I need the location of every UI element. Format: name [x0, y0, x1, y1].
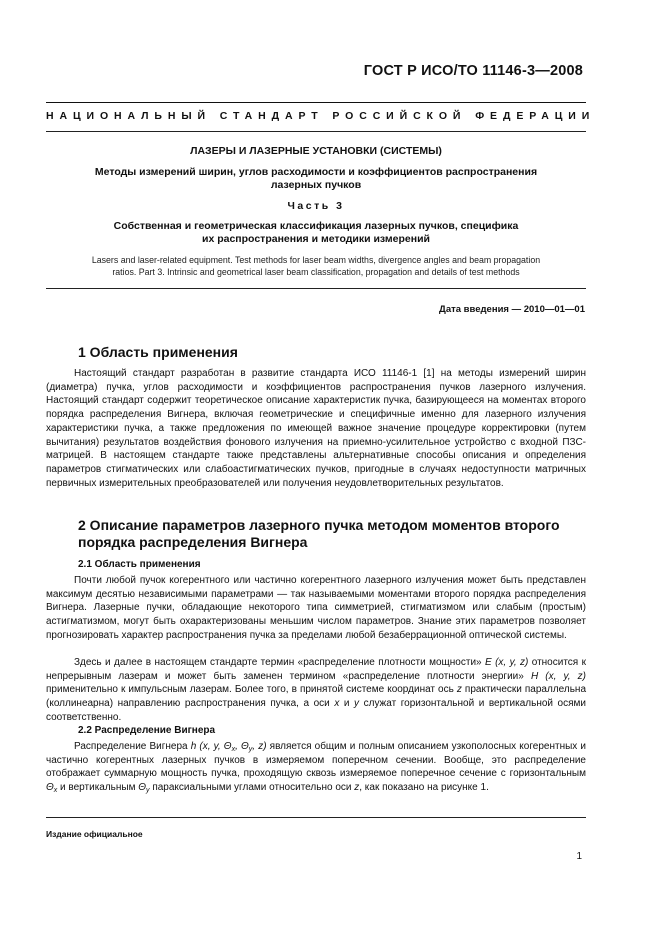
part-title-line-2: их распространения и методики измерений [202, 233, 430, 245]
part-title [46, 220, 586, 246]
national-standard-banner: НАЦИОНАЛЬНЫЙ СТАНДАРТ РОССИЙСКОЙ ФЕДЕРАЦИИ [46, 110, 596, 122]
official-edition-note: Издание официальное [46, 829, 143, 839]
p2-conjunction: и [339, 698, 355, 710]
p3-text-c: и вертикальным [57, 782, 139, 794]
section-1-heading: 1 Область применения [78, 344, 238, 360]
horizontal-angle-subscript: x [53, 787, 58, 795]
section-1-paragraph: Настоящий стандарт разработан в развитие стандарта ИСО 11146-1 [1] на методы измерений ширин (диаметра) пучка, углов расходимости и коэффициентов распространения пучков лазерного излучения. Настоящий стандарт содержит теоретическое описание характеристик пучка, базирующееся на моментах второго порядка распределения Вигнера, включая геометрические и специфичные именно для лазерного излучения характеристики пучка, а также предложения по имеющей важное значение процедуре корректировки (путем вычитания) результатов воздействия фонового излучения на приемно-усилительное устройство с входной ПЗС-матрицей. В настоящем стандарте также представлены альтернативные способы описания и определения параметров стигматических или слабоастигматических пучков, пригодные в случаях недоступности матричных первичных измерительных преобразователей или получения неудовлетворительных результатов. [46, 368, 586, 489]
section-2-heading-line-2: порядка распределения Вигнера [78, 534, 308, 550]
banner-rule [46, 131, 586, 132]
title-block-rule [46, 288, 586, 289]
footer-rule [46, 817, 586, 818]
standard-subtitle [46, 166, 586, 192]
wigner-function-symbol: h [190, 741, 197, 752]
part-number: Часть 3 [287, 200, 345, 212]
z-axis-symbol: z [456, 684, 462, 696]
p2-text-a: Здесь и далее в настоящем стандарте термин «распределение плотности мощности» [74, 657, 485, 668]
energy-density-symbol: H (x, y, z) [530, 670, 587, 682]
p2-text-e: служат горизонтальной и вертикальной осями соответственно. [46, 698, 586, 723]
p3-text-e: , как показано на рисунке 1. [359, 782, 489, 794]
vertical-angle-symbol: Θ [138, 782, 147, 794]
subsection-2-2-heading: 2.2 Распределение Вигнера [78, 725, 216, 736]
p2-text-d: практически параллельна (коллинеарна) направлению распространения пучка, а оси [46, 684, 587, 710]
introduction-date: Дата введения — 2010—01—01 [439, 304, 585, 315]
vertical-angle-subscript: y [146, 787, 150, 795]
p3-text-b: является общим и полным описанием узкополосных когерентных и частично когерентных лазерных пучков в измеряемом поперечном сечении. Вообще, это распределение отображает суммарную мощность пучка, проходящую сквозь измеряемое поперечное сечение с горизонтальным [46, 741, 586, 780]
y-axis-symbol: y [354, 698, 360, 710]
subsection-2-1-paragraph-2 [46, 656, 586, 725]
page-number: 1 [576, 851, 582, 862]
horizontal-angle-symbol: Θ [46, 782, 54, 794]
theta-x-subscript: x [231, 746, 236, 753]
wigner-args-2: , Θ [235, 741, 249, 752]
theta-y-subscript: y [248, 746, 253, 753]
gost-designation: ГОСТ Р ИСО/ТО 11146-3—2008 [363, 63, 583, 79]
x-axis-symbol: x [334, 698, 340, 710]
p3-text-a: Распределение Вигнера [74, 741, 191, 752]
top-rule [46, 102, 586, 103]
optical-axis-symbol: z [354, 782, 360, 794]
p3-text-d: параксиальными углами относительно оси [149, 782, 355, 794]
wigner-args-3: , z) [252, 741, 267, 752]
section-2-heading-line-1: 2 Описание параметров лазерного пучка методом моментов второго [78, 517, 560, 533]
subsection-2-2-paragraph [46, 740, 586, 795]
subtitle-line-2: лазерных пучков [270, 179, 362, 191]
power-density-symbol: E (x, y, z) [485, 657, 529, 668]
section-2-heading [78, 517, 560, 551]
subtitle-line-1: Методы измерений ширин, углов расходимости и коэффициентов распространения [94, 166, 538, 178]
english-title-line-1: Lasers and laser-related equipment. Test methods for laser beam widths, divergence angles and beam propagation [91, 255, 541, 265]
p2-text-c: применительно к импульсным лазерам. Более того, в принятой системе координат ось [46, 684, 457, 696]
standard-title: ЛАЗЕРЫ И ЛАЗЕРНЫЕ УСТАНОВКИ (СИСТЕМЫ) [190, 145, 442, 157]
english-title [46, 254, 586, 278]
p2-text-b: относится к непрерывным лазерам и может быть заменен термином «распределение плотности энергии» [46, 657, 586, 682]
wigner-args-1: (x, y, Θ [196, 741, 232, 752]
subsection-2-1-heading: 2.1 Область применения [78, 559, 201, 570]
subsection-2-1-paragraph-1: Почти любой пучок когерентного или частично когерентного лазерного излучения может быть представлен максимум десятью независимыми параметрами — так называемыми моментами второго порядка распределения Вигнера. Лазерные пучки, обладающие некоторого типа симметрией, стигматизмом или слабым (простым) астигматизмом, могут быть охарактеризованы меньшим числом параметров. Знание этих параметров позволяет прогнозировать характер распространения пучка за пределами любой безаберрационной оптической системы. [46, 575, 586, 641]
part-title-line-1: Собственная и геометрическая классификация лазерных пучков, специфика [113, 220, 519, 232]
english-title-line-2: ratios. Part 3. Intrinsic and geometrical laser beam classification, propagation and details of test methods [112, 267, 520, 277]
